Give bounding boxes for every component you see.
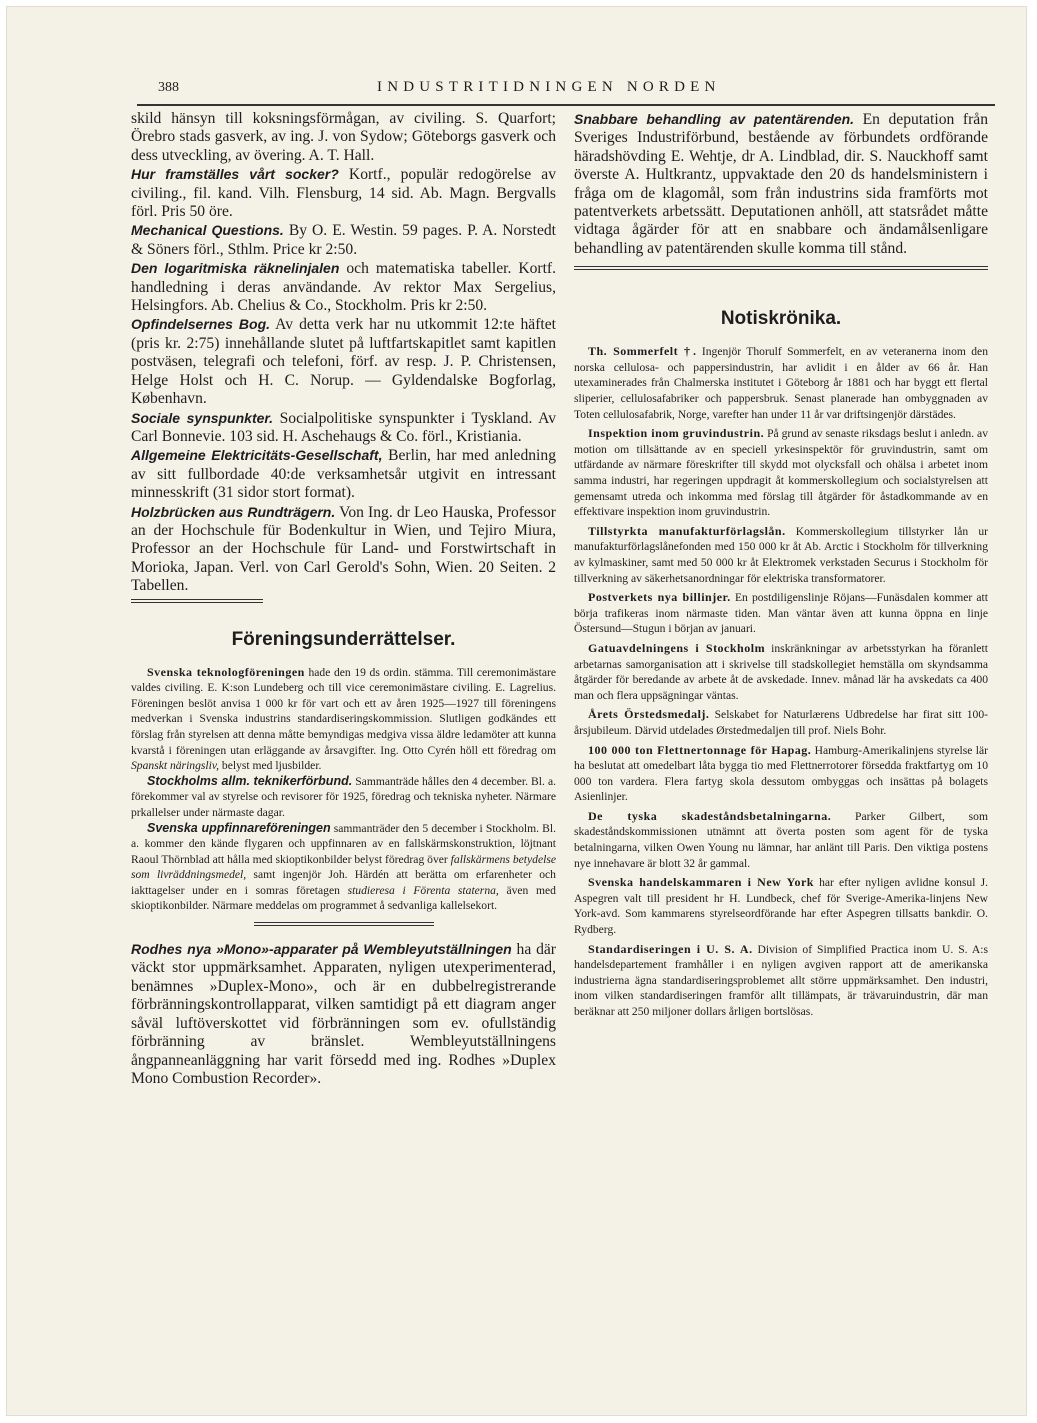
news-item (574, 110, 988, 258)
news-title: Gatuavdelningens i Stockholm (588, 640, 766, 655)
book-text: Berlin, har med anledning av sitt fullbordade 40:de verksamhetsår utgivit en intressant minnesskrift (31 sidor stort format). (131, 447, 556, 502)
news-text: har efter nyligen avlidne konsul J. Aspegren valt till president hr H. Lundbeck, chef för Sverige-Amerika-linjens New York-avd. Som kammarens styrelseordförande har efter Aspegren tillsatts bankdir. O. Rydberg. (574, 876, 988, 937)
news-text: En postdiligenslinje Röjans—Funäsdalen kommer att börja trafikeras inom närmaste tiden. Man väntar även att kunna öppna en linje Östersund—Stugun i början av januari. (574, 591, 988, 636)
news-item (574, 426, 988, 520)
divider-line (574, 266, 988, 270)
header-rule (137, 104, 995, 106)
news-text: Division of Simplified Practica inom U. S. A:s handelsdepartement framhåller i en nyligen avgiven rapport att de amerikanska industrierna ägna standardiseringsproblemet allt större uppmärksamhet. Den industri, inom vilken standardiseringen framför allt tillämpats, är trävaruindustrin, där man beräknar att 250 miljoner dollars årligen bortslösas. (574, 942, 988, 1018)
notice-title: Svenska uppfinnareföreningen (147, 820, 331, 835)
book-text: och matematiska tabeller. Kortf. handledning i deras användande. Av rektor Max Sergelius, Helsingfors. Ab. Chelius & Co., Stockholm. Pris kr 2:50. (131, 260, 556, 315)
book-notice (131, 259, 556, 315)
section-heading-foreningsunderrattelser: Föreningsunderrättelser. (231, 628, 456, 650)
notice-title: Stockholms allm. teknikerförbund. (147, 773, 353, 788)
column-divider (574, 266, 988, 270)
news-text: Parker Gilbert, som skadeståndskommissionen utnämnt att överta posten som agent för de tyska betalningarna, vilken Owen Young nu lämnar, har anlänt till Paris. Den viktiga postens nye innehavare är blott 32 år gammal. (574, 809, 988, 870)
section-heading-notiskronika: Notiskrönika. (720, 308, 842, 330)
news-item (574, 942, 988, 1020)
news-item (574, 809, 988, 871)
news-item (131, 940, 556, 1088)
news-text: En deputation från Sveriges Industriförbund, bestående av förbundets ordförande häradshövding E. Wehtje, dr A. Lindblad, dir. S. Nauckhoff samt överste A. Hultkrantz, uppvaktade den 20 ds handelsministern i fråga om de klagomål, som från industrins sida framförts mot patentverkets arbetssätt. Deputationen anhöll, att statsrådet måtte vidtaga ågärder för att en snabbare och ändamålsenligare behandling av patentärenden skulle komma till stånd. (574, 111, 988, 257)
news-title: Postverkets nya billinjer. (588, 590, 731, 605)
notice-title: Svenska teknologföreningen (147, 664, 305, 679)
book-notice (131, 409, 556, 447)
news-title: Inspektion inom gruvindustrin. (588, 426, 765, 441)
notice-text: sammanträder den 5 december i Stockholm. Bl. a. kommer den kände flygaren och uppfinnaren av en fallskärmskonstruktion, löjtnant Raoul Thörnblad att hålla med skioptikonbilder belyst föredrag över (131, 821, 556, 866)
book-title: Mechanical Questions. (131, 222, 284, 239)
news-text: inskränkningar av arbetsstyrkan ha föranlett arbetarnas samorganisation att i skrivelse till stadskollegiet hemställa om skyndsamma åtgärder för beredande av arbete åt de avskedade. Innev. månad lär ha avskedats ca 400 man och flera uppsägningar väntas. (574, 641, 988, 702)
news-item (574, 590, 988, 637)
news-item (574, 641, 988, 703)
section-divider (131, 599, 263, 603)
news-text: Selskabet for Naturlærens Udbredelse har firat sitt 100-årsjubileum. Därvid utdelades Ørstedmedaljen till prof. Niels Bohr. (574, 708, 989, 737)
news-text: Hamburg-Amerikalinjens styrelse lär ha beslutat att omedelbart låta bygga tio med Flettnerrotorer försedda fraktfartyg om 10 000 ton vardera. Flera fartyg skola dessutom ombyggas och insättas på bolagets Asienlinjer. (574, 743, 988, 804)
news-item (574, 524, 988, 586)
association-notice (131, 774, 556, 821)
news-item (574, 707, 988, 738)
book-title: Holzbrücken aus Rundträgern. (131, 503, 336, 520)
news-text: På grund av senaste riksdags beslut i anledn. av motion om tillsättande av en speciell yrkesinspektör för gruvindustrin, samt om utfärdande av närmare föreskrifter till skydd mot olycksfall och ohälsa i arbetet inom samma industri, har regeringen uppdragit åt kommerskollegium och socialstyrelsen att gemensamt utreda och inkomma med förslag till åtgärder för åstadkommande av en effektivare inspektion inom gruvindustrin. (574, 427, 988, 519)
news-text: Kommerskollegium tillstyrker lån ur manufakturförlagslånefonden med 150 000 kr åt Ab. Arctic i Stockholm för tillverkning av kylmaskiner, samt med 50 000 kr åt Elektromek verkstaden Securus i Stockholm för tillverkning av säkerhetsanordningar för elektriska transformatorer. (574, 524, 989, 585)
page-number: 388 (158, 80, 179, 95)
notice-text: även med skioptikonbilder. Närmare meddelas om programmet å sedvanliga kallelsekort. (131, 883, 556, 913)
news-item (574, 344, 988, 422)
association-notice (131, 665, 556, 774)
news-title: Standardiseringen i U. S. A. (588, 941, 753, 956)
association-notice (131, 821, 556, 915)
book-title: Opfindelsernes Bog. (131, 316, 271, 333)
article-continuation: skild hänsyn till koksningsförmågan, av civiling. S. Quarfort; Örebro stads gasverk, av ing. J. von Sydow; Göteborgs gasverk och dess utveckling, av övering. A. T. Hall. (131, 110, 556, 164)
book-text: By O. E. Westin. 59 pages. P. A. Norstedt & Söners förl., Sthlm. Price kr 2:50. (131, 222, 557, 258)
right-column (574, 110, 988, 1020)
news-title: Tillstyrkta manufakturförlagslån. (588, 523, 786, 538)
news-title: Svenska handelskammaren i New York (588, 875, 814, 890)
section-divider (254, 922, 434, 926)
notice-text: Sammanträde hålles den 4 december. Bl. a. förekommer val av styrelse och revisorer för 1925, föredrag och tekniska nyheter. Närmare prkallelser under närmaste dagar. (131, 774, 556, 819)
news-title: Th. Sommerfelt †. (588, 344, 697, 359)
notice-emphasis: fallskärmens betydelse som livräddningsmedel, (131, 852, 556, 882)
news-item (574, 743, 988, 805)
book-text: Socialpolitiske synspunkter i Tyskland. Av Carl Bonnevie. 103 sid. H. Aschehaugs & Co. förl., Kristiania. (131, 409, 556, 445)
notice-emphasis: Spanskt näringsliv, (131, 759, 220, 773)
news-title: Rodhes nya »Mono»-apparater på Wembleyutställningen (131, 941, 512, 958)
book-title: Den logaritmiska räknelinjalen (131, 260, 340, 277)
book-title: Sociale synspunkter. (131, 409, 273, 426)
notice-text: belyst med ljusbilder. (219, 759, 322, 773)
notice-emphasis: studieresa i Förenta staterna, (347, 883, 499, 897)
book-text: Av detta verk har nu utkommit 12:te häftet (pris kr. 2:75) innehållande slutet på luftfartskapitlet samt kapitlen postväsen, telegrafi och telefoni, förf. av resp. J. P. Christensen, Helge Holst och H. C. Norup. — Gyldendalske Bogforlag, København. (131, 316, 556, 408)
news-title: Snabbare behandling av patentärenden. (574, 111, 855, 127)
book-notice (131, 315, 556, 408)
book-notice (131, 221, 556, 259)
left-column (131, 110, 556, 1088)
notice-text: samt ingenjör Joh. Härdén att berätta om erfarenheter och iakttagelser under en i somras företagen (131, 868, 556, 897)
news-title: Årets Örstedsmedalj. (588, 707, 710, 722)
book-notice (131, 446, 556, 502)
notice-text: hade den 19 ds ordin. stämma. Till ceremonimästare valdes civiling. E. K:son Lundeberg och till vice ceremonimästare civiling. E. Lagrelius. Föreningen beslöt anvisa 1 000 kr för vart och ett av åren 1925—1927 till föreningens medverkan i Svenska industrins standardiseringskommission. Slutligen godkändes ett förslag från styrelsen att denna måtte bemyndigas medgiva vissa äldre ledamöter att kunna kvarstå i föreningen utan erläggande av årsavgifter. Ing. Otto Cyrén höll ett föredrag om (131, 665, 556, 757)
news-title: 100 000 ton Flettnertonnage för Hapag. (588, 742, 812, 757)
book-title: Hur framställes vårt socker? (131, 166, 339, 183)
book-title: Allgemeine Elektricitäts-Gesellschaft, (131, 447, 383, 464)
news-text: ha där väckt stor uppmärksamhet. Apparaten, nyligen utexperimenterad, benämnes »Duplex-Mono», och är en dubbelregistrerande förbränningskontrollapparat, vilken samtidigt på ett diagram anger såväl luftöverskottet vid förbränningen som ev. ofullständig förbränning av bränslet. Wembleyutställningens ångpanneanläggning har varit försedd med ing. Rodhes »Duplex Mono Combustion Recorder». (131, 941, 556, 1087)
book-notice (131, 165, 556, 221)
news-item (574, 875, 988, 937)
book-notice (131, 503, 556, 596)
running-title: INDUSTRITIDNINGEN NORDEN (377, 79, 721, 95)
news-text: Ingenjör Thorulf Sommerfelt, en av veteranerna inom den norska cellulosa- och pappersindustrin, har avlidit i en ålder av 66 år. Han utexaminerades från Chalmerska institutet i Göteborg år 1881 och har byggt ett flertal sliperier, cellulosafabriker och pappersbruk. Senast planerade han ombyggnaden av Toten cellulosafabrik, Norge, varefter han under 11 år var driftsingenjör därstädes. (574, 345, 989, 421)
news-title: De tyska skadeståndsbetalningarna. (588, 808, 832, 823)
book-text: Kortf., populär redogörelse av civiling., fil. kand. Vilh. Flensburg, 14 sid. Ab. Magn. Bergvalls förl. Pris 50 öre. (131, 166, 556, 221)
book-text: Von Ing. dr Leo Hauska, Professor an der Hochschule für Bodenkultur in Wien, und Tejiro Miura, Professor an der Hochschule für Land- und Forstwirtschaft in Morioka, Japan. Verl. von Carl Gerold's Sohn, Wien. 20 Seiten. 2 Tabellen. (131, 503, 556, 595)
